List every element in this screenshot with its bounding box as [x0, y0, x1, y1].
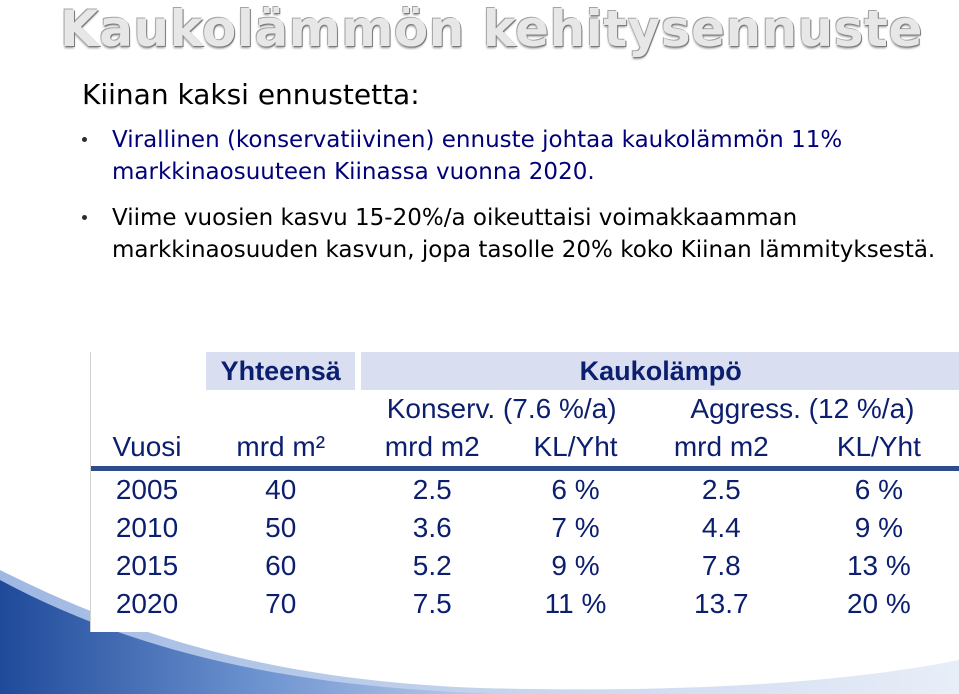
table-cell: 20 %: [846, 588, 911, 619]
bullet-text: Viime vuosien kasvu 15-20%/a oikeuttaisi voimakkaamman markkinaosuuden kasvun, jopa tasolle 20% koko Kiinan lämmityksestä.: [112, 205, 936, 263]
column-header: KL/Yht: [798, 428, 959, 469]
table-cell: 60: [265, 550, 297, 581]
table-cell: 13.7: [694, 588, 749, 619]
slide-subtitle: Kiinan kaksi ennustetta:: [82, 78, 420, 111]
group-header-total: Yhteensä: [203, 352, 358, 390]
table-cell: 9 %: [854, 512, 903, 543]
table-row: [91, 469, 959, 510]
table-cell: 40: [265, 474, 297, 505]
table-cell: 50: [265, 512, 297, 543]
table-row: [91, 547, 959, 585]
bullet-dot-icon: [82, 215, 87, 220]
table-cell: 6 %: [551, 474, 600, 505]
table-cell: 2020: [115, 588, 179, 619]
table-cell: 3.6: [412, 512, 452, 543]
table-cell: 5.2: [412, 550, 452, 581]
table-cell: 4.4: [701, 512, 741, 543]
column-header: mrd m2: [358, 428, 506, 469]
table-cell: 70: [265, 588, 297, 619]
forecast-table: [91, 352, 959, 623]
table-row: [91, 509, 959, 547]
table-cell: 6 %: [854, 474, 903, 505]
column-header: Vuosi: [91, 428, 203, 469]
table-group-header-row: [91, 352, 959, 390]
table-scenario-row: [91, 390, 959, 428]
scenario-conservative: Konserv. (7.6 %/a): [386, 393, 617, 424]
scenario-aggressive: Aggress. (12 %/a): [690, 393, 915, 424]
table-row: [91, 585, 959, 623]
column-header: KL/Yht: [506, 428, 645, 469]
table-cell: 7.8: [701, 550, 741, 581]
bullet-item: [82, 124, 942, 188]
column-header: mrd m2: [645, 428, 798, 469]
table-cell: 13 %: [846, 550, 911, 581]
table-column-header-row: [91, 428, 959, 469]
bullet-dot-icon: [82, 137, 87, 142]
table-cell: 2005: [115, 474, 179, 505]
table-cell: 9 %: [551, 550, 600, 581]
forecast-table-panel: [90, 352, 959, 632]
bullet-text: Virallinen (konservatiivinen) ennuste johtaa kaukolämmön 11% markkinaosuuteen Kiinassa vuonna 2020.: [112, 127, 843, 185]
table-cell: 2.5: [701, 474, 741, 505]
table-cell: 11 %: [544, 588, 607, 619]
table-cell: 7 %: [551, 512, 600, 543]
slide-title: Kaukolämmön kehitysennuste: [60, 0, 923, 58]
table-cell: 2015: [115, 550, 179, 581]
table-cell: 2.5: [412, 474, 452, 505]
table-cell: 7.5: [412, 588, 452, 619]
column-header: mrd m²: [203, 428, 358, 469]
group-header-district-heating: Kaukolämpö: [358, 352, 959, 390]
table-cell: 2010: [115, 512, 179, 543]
bullet-item: [82, 202, 942, 266]
bullet-list: [82, 124, 942, 280]
